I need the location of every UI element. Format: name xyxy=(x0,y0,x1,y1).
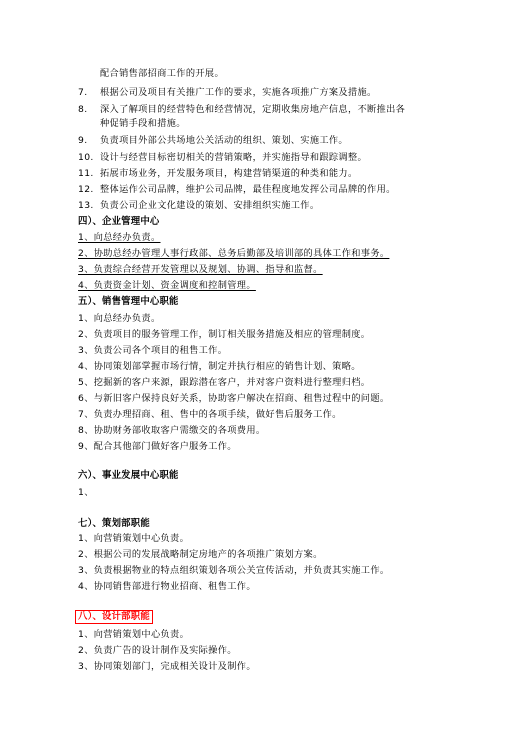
item-text: 拓展市场业务，开发服务项目，构建营销渠道的种类和能力。 xyxy=(100,168,358,179)
item-text: 种促销手段和措施。 xyxy=(100,118,186,129)
list-item: 9、配合其他部门做好客户服务工作。 xyxy=(78,441,237,452)
item-text: 设计与经营目标密切相关的营销策略，并实施指导和跟踪调整。 xyxy=(100,152,368,163)
list-item: 3、负责根据物业的特点组织策划各项公关宣传活动，并负责其实施工作。 xyxy=(78,565,390,576)
item-number: 10. xyxy=(78,152,94,163)
item-text: 4、负责资金计划、资金调度和控制管理。 xyxy=(78,280,256,291)
section-heading-7: 七）、策划部职能 xyxy=(78,518,150,529)
list-item xyxy=(78,152,367,163)
list-item xyxy=(78,135,348,146)
item-text: 2、协助总经办管理人事行政部、总务后勤部及培训部的具体工作和事务。 xyxy=(78,248,390,259)
item-text: 负责项目外部公共场地公关活动的组织、策划、实施工作。 xyxy=(100,135,348,146)
item-text: 1、向总经办负责。 xyxy=(78,232,161,243)
list-item xyxy=(78,280,256,291)
item-number: 8. xyxy=(78,104,88,115)
list-item xyxy=(78,87,377,98)
highlighted-heading: 八）、设计部职能 xyxy=(75,610,153,624)
list-item: 7、负责办理招商、租、售中的各项手续，做好售后服务工作。 xyxy=(78,409,342,420)
item-text: 整体运作公司品牌，维护公司品牌，最佳程度地发挥公司品牌的作用。 xyxy=(100,184,396,195)
list-item: 1、向营销策划中心负责。 xyxy=(78,629,190,640)
list-item xyxy=(78,118,186,129)
list-item xyxy=(78,248,389,259)
item-number: 7. xyxy=(78,87,88,98)
item-number: 9. xyxy=(78,135,88,146)
list-item: 6、与新旧客户保持良好关系，协助客户解决在招商、租售过程中的问题。 xyxy=(78,393,390,404)
item-number: 11. xyxy=(78,168,94,179)
list-item: 4、协同销售部进行物业招商、租售工作。 xyxy=(78,581,256,592)
list-item xyxy=(78,200,319,211)
item-text: 根据公司及项目有关推广工作的要求，实施各项推广方案及措施。 xyxy=(100,87,377,98)
list-item: 1、向总经办负责。 xyxy=(78,313,161,324)
item-number: 13. xyxy=(78,200,94,211)
paragraph-line: 配合销售部招商工作的开展。 xyxy=(100,68,224,79)
list-item: 8、协助财务部收取客户需缴交的各项费用。 xyxy=(78,425,266,436)
list-item: 1、向营销策划中心负责。 xyxy=(78,533,190,544)
list-item xyxy=(78,264,323,275)
list-item: 2、负责广告的设计制作及实际操作。 xyxy=(78,645,237,656)
section-heading-5: 五）、销售管理中心职能 xyxy=(78,296,179,307)
list-item: 2、负责项目的服务管理工作，制订相关服务措施及相应的管理制度。 xyxy=(78,329,371,340)
list-item: 2、根据公司的发展战略制定房地产的各项推广策划方案。 xyxy=(78,549,323,560)
list-item xyxy=(78,184,396,195)
list-item: 5、挖掘新的客户来源，跟踪潜在客户，并对客户资料进行整理归档。 xyxy=(78,377,371,388)
list-item: 3、协同策划部门，完成相关设计及制作。 xyxy=(78,661,256,672)
item-text: 3、负责综合经营开发管理以及规划、协调、指导和监督。 xyxy=(78,264,323,275)
section-heading-8 xyxy=(78,610,153,624)
section-heading-4: 四）、企业管理中心 xyxy=(78,216,160,227)
list-item xyxy=(78,168,358,179)
item-text: 深入了解项目的经营特色和经营情况，定期收集房地产信息，不断推出各 xyxy=(100,104,406,115)
item-number: 12. xyxy=(78,184,94,195)
item-text: 负责公司企业文化建设的策划、安排组织实施工作。 xyxy=(100,200,320,211)
list-item: 1、 xyxy=(78,487,94,498)
list-item xyxy=(78,232,161,243)
list-item: 4、协同策划部掌握市场行情，制定并执行相应的销售计划、策略。 xyxy=(78,361,361,372)
list-item xyxy=(78,104,405,115)
list-item: 3、负责公司各个项目的租售工作。 xyxy=(78,345,228,356)
section-heading-6: 六）、事业发展中心职能 xyxy=(78,470,179,481)
